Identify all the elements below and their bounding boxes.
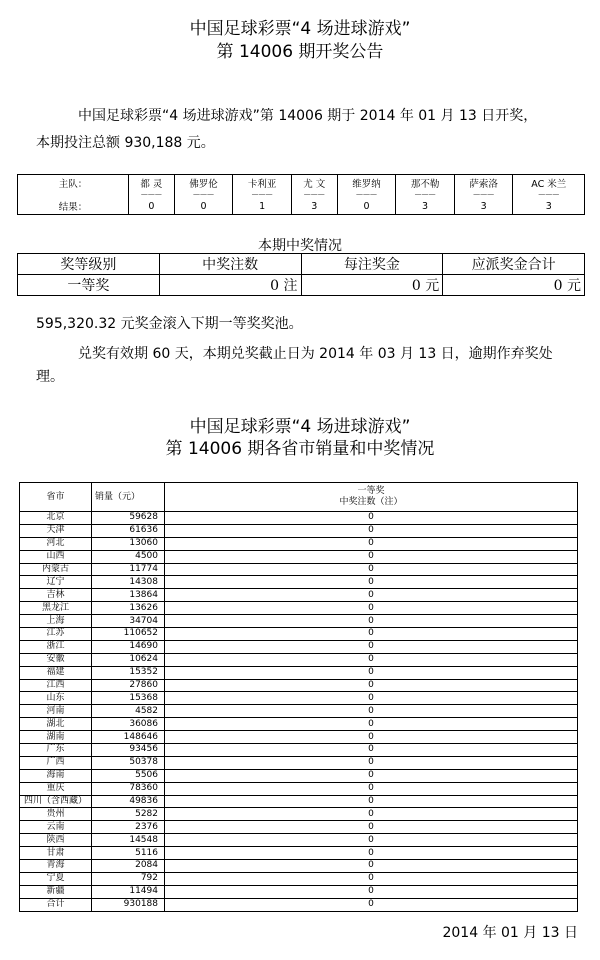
province-name: 山东 (20, 692, 92, 705)
prize-count-header (165, 483, 578, 512)
province-sales: 4500 (92, 550, 165, 563)
province-prize-count: 0 (165, 872, 578, 885)
sales-subtitle: 第 14006 期各省市销量和中奖情况 (165, 439, 435, 459)
prize-count-header-line-2: 中奖注数（注） (339, 497, 403, 507)
province-sales: 11774 (92, 563, 165, 576)
province-prize-count: 0 (165, 537, 578, 550)
province-prize-count: 0 (165, 847, 578, 860)
province-name: 广西 (20, 756, 92, 769)
province-prize-count: 0 (165, 666, 578, 679)
province-sales: 5116 (92, 847, 165, 860)
province-sales: 78360 (92, 782, 165, 795)
table-row (20, 860, 578, 873)
prize-header-cell: 应派奖金合计 (443, 254, 585, 275)
table-row (20, 795, 578, 808)
province-name: 浙江 (20, 640, 92, 653)
province-name: 福建 (20, 666, 92, 679)
announcement-title: 中国足球彩票“4 场进球游戏” (189, 19, 411, 39)
province-prize-count: 0 (165, 589, 578, 602)
intro-line-1: 中国足球彩票“4 场进球游戏”第 14006 期于 2014 年 01 月 13 日开奖， (78, 108, 538, 124)
province-prize-count: 0 (165, 808, 578, 821)
table-row (20, 653, 578, 666)
table-row (20, 769, 578, 782)
province-name: 新疆 (20, 885, 92, 898)
province-name: 湖北 (20, 718, 92, 731)
province-prize-count: 0 (165, 550, 578, 563)
team-result: 0 (174, 198, 233, 215)
table-row (20, 537, 578, 550)
table-row (20, 666, 578, 679)
province-name: 北京 (20, 512, 92, 525)
team-name: 尤 文 (291, 175, 337, 192)
province-name: 青海 (20, 860, 92, 873)
prize-section-title: 本期中奖情况 (258, 238, 342, 254)
table-row (20, 512, 578, 525)
province-sales: 792 (92, 872, 165, 885)
province-prize-count: 0 (165, 679, 578, 692)
rollover-text: 595,320.32 元奖金滚入下期一等奖奖池。 (36, 316, 303, 332)
sales-header: 销量（元） (92, 483, 165, 512)
team-row-label: 主队： (18, 175, 129, 192)
province-prize-count: 0 (165, 885, 578, 898)
province-header: 省市 (20, 483, 92, 512)
province-name: 陕西 (20, 834, 92, 847)
notice-line-1: 兑奖有效期 60 天，本期兑奖截止日为 2014 年 03 月 13 日，逾期作弃奖处 (78, 346, 553, 362)
team-names-row (18, 175, 585, 192)
separator-label (18, 191, 129, 198)
team-result: 3 (454, 198, 513, 215)
announcement-subtitle: 第 14006 期开奖公告 (216, 42, 384, 62)
province-sales: 27860 (92, 679, 165, 692)
separator-dash: ——— (291, 191, 337, 198)
table-row (20, 628, 578, 641)
province-sales: 11494 (92, 885, 165, 898)
province-prize-count: 0 (165, 705, 578, 718)
prize-header-cell: 中奖注数 (159, 254, 301, 275)
table-row (20, 679, 578, 692)
table-row (20, 782, 578, 795)
province-name: 天津 (20, 524, 92, 537)
team-name: 卡利亚 (233, 175, 292, 192)
province-name: 宁夏 (20, 872, 92, 885)
separator-dash: ——— (174, 191, 233, 198)
province-name: 湖南 (20, 731, 92, 744)
team-result: 3 (513, 198, 585, 215)
province-sales: 14548 (92, 834, 165, 847)
table-row (20, 640, 578, 653)
province-name: 贵州 (20, 808, 92, 821)
province-sales: 93456 (92, 744, 165, 757)
prize-per-winner: 0 元 (301, 275, 443, 296)
intro-line-2: 本期投注总额 930,188 元。 (36, 135, 215, 151)
province-name: 云南 (20, 821, 92, 834)
province-prize-count: 0 (165, 628, 578, 641)
prize-count-header-line-1: 一等奖 (357, 486, 385, 496)
prize-table (17, 253, 585, 296)
separator-dash: ——— (233, 191, 292, 198)
province-prize-count: 0 (165, 821, 578, 834)
table-row (20, 756, 578, 769)
province-name: 上海 (20, 615, 92, 628)
province-name: 山西 (20, 550, 92, 563)
province-name: 河北 (20, 537, 92, 550)
province-sales: 13626 (92, 602, 165, 615)
province-name: 重庆 (20, 782, 92, 795)
team-result: 0 (337, 198, 396, 215)
province-sales-table (19, 482, 578, 912)
province-sales: 14690 (92, 640, 165, 653)
province-sales: 36086 (92, 718, 165, 731)
prize-winners: 0 注 (159, 275, 301, 296)
table-row (20, 602, 578, 615)
table-row (20, 847, 578, 860)
prize-level: 一等奖 (18, 275, 160, 296)
province-prize-count: 0 (165, 524, 578, 537)
province-sales: 930188 (92, 898, 165, 911)
table-row (20, 898, 578, 911)
province-sales: 15368 (92, 692, 165, 705)
province-name: 江苏 (20, 628, 92, 641)
table-row (20, 872, 578, 885)
team-result: 3 (291, 198, 337, 215)
province-sales: 2376 (92, 821, 165, 834)
province-prize-count: 0 (165, 692, 578, 705)
separator-dash: ——— (396, 191, 455, 198)
prize-header-cell: 每注奖金 (301, 254, 443, 275)
table-row (20, 731, 578, 744)
separator-row (18, 191, 585, 198)
table-row (20, 885, 578, 898)
province-sales: 4582 (92, 705, 165, 718)
province-prize-count: 0 (165, 576, 578, 589)
province-prize-count: 0 (165, 834, 578, 847)
separator-dash: ——— (454, 191, 513, 198)
province-sales: 50378 (92, 756, 165, 769)
result-row-label: 结果： (18, 198, 129, 215)
team-result: 0 (129, 198, 175, 215)
province-name: 内蒙古 (20, 563, 92, 576)
province-name: 海南 (20, 769, 92, 782)
province-sales: 59628 (92, 512, 165, 525)
sales-title: 中国足球彩票“4 场进球游戏” (189, 417, 411, 437)
table-row (20, 718, 578, 731)
province-prize-count: 0 (165, 769, 578, 782)
province-prize-count: 0 (165, 898, 578, 911)
table-row (20, 550, 578, 563)
table-row (20, 744, 578, 757)
province-sales: 110652 (92, 628, 165, 641)
province-sales: 61636 (92, 524, 165, 537)
table-row (20, 589, 578, 602)
province-prize-count: 0 (165, 731, 578, 744)
team-name: 那不勒 (396, 175, 455, 192)
prize-header-cell: 奖等级别 (18, 254, 160, 275)
team-result: 1 (233, 198, 292, 215)
match-results-table (17, 174, 585, 215)
notice-line-2: 理。 (36, 369, 64, 385)
province-prize-count: 0 (165, 512, 578, 525)
province-sales: 34704 (92, 615, 165, 628)
province-sales: 13864 (92, 589, 165, 602)
table-row (20, 692, 578, 705)
province-prize-count: 0 (165, 782, 578, 795)
province-name: 广东 (20, 744, 92, 757)
team-result: 3 (396, 198, 455, 215)
province-name: 江西 (20, 679, 92, 692)
province-name: 甘肃 (20, 847, 92, 860)
table-row (20, 563, 578, 576)
province-name: 安徽 (20, 653, 92, 666)
province-prize-count: 0 (165, 795, 578, 808)
team-name: 萨索洛 (454, 175, 513, 192)
province-sales: 5282 (92, 808, 165, 821)
province-name: 四川（含西藏） (20, 795, 92, 808)
province-name: 黑龙江 (20, 602, 92, 615)
province-sales: 5506 (92, 769, 165, 782)
province-sales: 49836 (92, 795, 165, 808)
province-prize-count: 0 (165, 653, 578, 666)
province-sales: 14308 (92, 576, 165, 589)
province-prize-count: 0 (165, 563, 578, 576)
province-name: 辽宁 (20, 576, 92, 589)
province-prize-count: 0 (165, 640, 578, 653)
team-name: 佛罗伦 (174, 175, 233, 192)
province-prize-count: 0 (165, 756, 578, 769)
province-prize-count: 0 (165, 744, 578, 757)
team-name: 维罗纳 (337, 175, 396, 192)
team-name: AC 米兰 (513, 175, 585, 192)
separator-dash: ——— (129, 191, 175, 198)
table-row (20, 808, 578, 821)
province-prize-count: 0 (165, 718, 578, 731)
team-name: 都 灵 (129, 175, 175, 192)
province-name: 河南 (20, 705, 92, 718)
province-prize-count: 0 (165, 615, 578, 628)
province-name: 合计 (20, 898, 92, 911)
separator-dash: ——— (513, 191, 585, 198)
province-sales: 148646 (92, 731, 165, 744)
table-row (20, 524, 578, 537)
province-name: 吉林 (20, 589, 92, 602)
separator-dash: ——— (337, 191, 396, 198)
table-row (20, 834, 578, 847)
table-row (20, 615, 578, 628)
province-header-row (20, 483, 578, 512)
prize-row (18, 275, 585, 296)
prize-header-row (18, 254, 585, 275)
table-row (20, 705, 578, 718)
province-sales: 15352 (92, 666, 165, 679)
footer-date: 2014 年 01 月 13 日 (442, 925, 578, 941)
team-results-row (18, 198, 585, 215)
table-row (20, 821, 578, 834)
province-prize-count: 0 (165, 602, 578, 615)
province-sales: 2084 (92, 860, 165, 873)
province-sales: 13060 (92, 537, 165, 550)
prize-total: 0 元 (443, 275, 585, 296)
table-row (20, 576, 578, 589)
province-sales: 10624 (92, 653, 165, 666)
province-prize-count: 0 (165, 860, 578, 873)
